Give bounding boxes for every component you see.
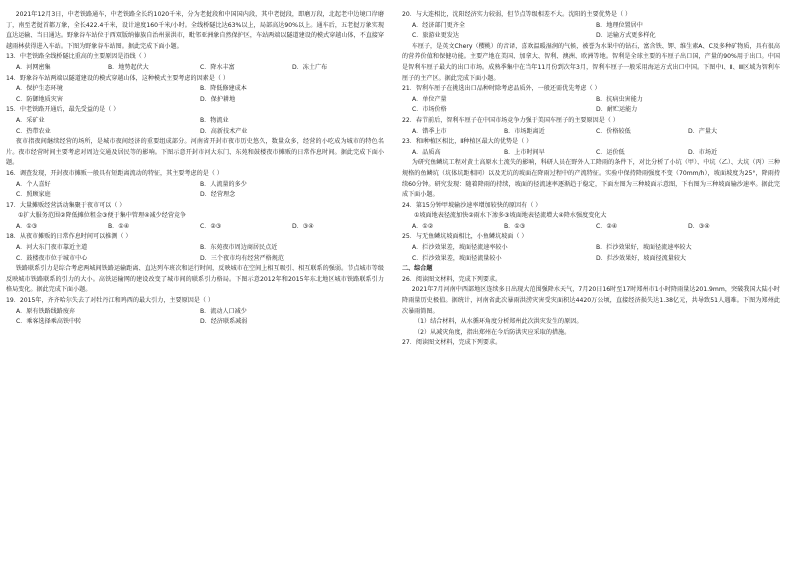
question-15-options — [6, 116, 384, 137]
option: A．单位产量 — [412, 95, 447, 103]
passage-2: 夜市指夜间継续经营的场所，是城市夜间经济的重要组成部分。河南省开封市夜市历史悠久，数量众多，经营的小吃成为城市的特色名片。夜市经营时间主要考虑对周边交通及居民等的影响。下图示意开封市河大东门、东苑和鼓楼夜市摊贩的日常作息时间。据此完成下面小题。 — [6, 138, 384, 167]
question-26: 26．阅读图文材料，完成下列要求。 — [402, 275, 502, 283]
option: A．品质高 — [412, 148, 441, 156]
option: B．物流业 — [200, 116, 229, 124]
option: C．降水丰富 — [200, 63, 235, 71]
question-14: 14．野象谷车站两端以隧道建设的模式穿越山体，这种模式主要考虑的因素是（ ） — [6, 74, 229, 82]
option: D．经济联系减弱 — [200, 318, 248, 326]
option: D．耐贮运能力 — [596, 106, 638, 114]
question-25-options — [402, 243, 780, 264]
question-24-options — [402, 222, 780, 233]
option: A．拦沙效果差，坡面径流速率较小 — [412, 244, 508, 252]
right-column — [402, 10, 780, 349]
option: D．市场近 — [688, 148, 718, 156]
question-16: 16．调查发现，开封夜市摊贩一般具有短距离流动的特征，其主要考虑的是（ ） — [6, 169, 223, 177]
question-13: 13．中老铁路全线桥隧比重高的主要原因是沿线（ ） — [6, 53, 150, 61]
option: B．地理位置居中 — [596, 21, 643, 29]
option: B．抗病虫害能力 — [596, 95, 643, 103]
question-21: 21．智利车厘子在挑选出口品种时除考虑品质外，一般还需优先考虑（ ） — [402, 85, 601, 93]
question-26-part-2: （2）从减灾角度，指出郑州在今后防洪灾应采取的措施。 — [414, 328, 571, 336]
question-14-options — [6, 84, 384, 105]
question-18: 18．从夜市摊贩的日常作息时间可以推测（ ） — [6, 233, 132, 241]
question-20-options — [402, 21, 780, 42]
option: B．①③ — [504, 222, 526, 230]
option: A．①② — [412, 222, 434, 230]
option: B．①④ — [108, 222, 130, 230]
option: C．乘客选择乘高铁中转 — [16, 318, 82, 326]
passage-1: 2021年12月3日，中老铁路通车，中老铁路全长约1020千米，分为老挝段和中国国内段，其中老挝段，即磨万段，北起老中边境口岸磨丁，南至老挝首都万象，全长422.4千米，设计速度160千米/小时。全线桥隧比达63%以上，局部高达90%以上。通车后，五老挝万象实现直达运输、当日通达。野象谷车站位于西双版纳傣族自治州景洪市，毗邻亚洲象自然保护区，车站两端以隧道建设的模式穿越山体，不直接穿越雨林获得进入车站。下图为野象谷车站图。据此完成下面小题。 — [6, 11, 384, 50]
option: D．高新技术产业 — [200, 127, 248, 135]
option: C．旅游业更发达 — [412, 32, 459, 40]
option: C．拦沙效果差，坡面径流量较小 — [412, 254, 502, 262]
option: B．东苑夜市周边商居民点近 — [200, 244, 278, 252]
option: B．人流量的多少 — [200, 180, 247, 188]
option: A．保护生态环境 — [16, 85, 63, 93]
option: C．照顾家庭 — [16, 191, 51, 199]
question-23-options — [402, 148, 780, 159]
left-column — [6, 10, 384, 328]
question-23: 23．和Ⅰ种植区相比，Ⅱ种植区最大的优势是（ ） — [402, 138, 533, 146]
option: D．③④ — [292, 222, 314, 230]
option: A．①③ — [16, 222, 38, 230]
option: C．鼓楼夜市位于城市中心 — [16, 254, 88, 262]
option: C．②③ — [200, 222, 222, 230]
option: A．原有铁路线路废弃 — [16, 307, 76, 315]
question-24: 24．第15分钟甲坡输沙速率增加较快的原因有（ ） — [402, 201, 542, 209]
question-17-statements: ①扩大服务范围②降低摊位租金③便于集中管理④减少经营竞争 — [18, 212, 187, 220]
passage-6: 2021年7月河南中西部地区连续多日出现大范围强降水天气，7月20日16时至17时郑州市1小时降雨量达201.9mm，突破我国大陆小时降雨量历史极值。据统计，河南省此次暴雨洪涝灾害受灾面积达4420万公顷，直接经济损失达1.38亿元，共导致51人遇难。下图为郑州此次暴雨简图。 — [402, 286, 780, 315]
option: D．三个夜市均有经营严格规范 — [200, 254, 284, 262]
option: C．价格较低 — [596, 127, 631, 135]
option: D．冻土广布 — [292, 63, 328, 71]
option: D．产量大 — [688, 127, 718, 135]
option: C．市场价格 — [412, 106, 447, 114]
question-19-options — [6, 307, 384, 328]
option: D．保护耕地 — [200, 95, 236, 103]
question-24-statements: ①坡面地表径流加快②雨水下渗多③坡面地表径流增大④降水强度变化大 — [414, 212, 607, 220]
option: B．降低修建成本 — [200, 85, 247, 93]
option: C．防御地质灾害 — [16, 95, 63, 103]
option: A．河网密集 — [16, 63, 51, 71]
option: D．拦沙效果好，坡面径流量较大 — [596, 254, 687, 262]
option: B．流动人口减少 — [200, 307, 247, 315]
question-19: 19．2015年，齐齐哈尔失去了对牡丹江和鸡西的最大引力，主要原因是（ ） — [6, 297, 215, 305]
option: B．拦沙效果好，坡面径流速率较大 — [596, 244, 692, 252]
option: D．经营理念 — [200, 191, 236, 199]
option: B．上市时间早 — [504, 148, 545, 156]
question-21-options — [402, 95, 780, 116]
question-25: 25．与无鱼鳞坑坡面相比，小鱼鳞坑坡面（ ） — [402, 233, 528, 241]
option: A．经济部门更齐全 — [412, 21, 465, 29]
option: C．运价低 — [596, 148, 625, 156]
option: B．市场距离近 — [504, 127, 545, 135]
option: C．②④ — [596, 222, 618, 230]
question-17: 17．大量摊贩经营活动集聚于夜市可以（ ） — [6, 201, 126, 209]
question-18-options — [6, 243, 384, 264]
option: D．运输方式更多样化 — [596, 32, 656, 40]
question-16-options — [6, 180, 384, 201]
option: A．河大东门夜市靠近主道 — [16, 244, 88, 252]
question-22-options — [402, 127, 780, 138]
option: C．热带农业 — [16, 127, 51, 135]
question-22: 22．春节前后，智利车厘子在中国市场竞争力强于美国车厘子的主要原因是（ ） — [402, 116, 619, 124]
question-27: 27．阅读图文材料，完成下列要求。 — [402, 339, 502, 347]
passage-4: 车厘子，是英文Chery（樱桃）的音译，喜欢温暖湿润的气候，被誉为水果中的钻石，富含铁、钾、维生素A、C及多种矿物质，具有很高的营养价值和保健功能。主要产地在美国、加拿大、智利、澳洲、欧洲等地。智利是全球主要的车厘子出口国，产量的90%用于出口。中国是智利车厘子最大的出口市场。成熟季集中在当年11月份到次年3月，智利车厘子一般采用海运方式出口中国。下图中Ⅰ、Ⅱ、Ⅲ区域为智利车厘子的主产区。据此完成下面小题。 — [402, 42, 780, 82]
passage-3: 铁路联系引力是综合考虑两城间铁路运输距离、直达列车班次和运行时间，反映城市在空间上相互吸引、相互联系的强弱。节点城市等级反映城市铁路联系的引力的大小。高铁运输网的建设改变了城市间的联系引力格局。下图示意2012年和2015年东北地区城市铁路联系引力格局变化。据此完成下面小题。 — [6, 265, 384, 294]
passage-5: 为研究鱼鳞坑工程对黄土高原水土流失的影响，科研人员在野外人工降雨的条件下，对比分析了小坑（甲）、中坑（乙）、大坑（丙）三种规格的鱼鳞坑（坑体坑距相同）以及无坑的坡面在降雨过程中的产流特征。实验中保持降雨强度不变（70mm/h），坡面坡度为25°，降雨持续60分钟。研究发现：随着降雨的持续，坡面的径流速率逐渐趋于稳定，下面左图为三种坡面示意图，下右图为三种坡面输沙速率。据此完成下面小题。 — [402, 159, 780, 199]
question-20: 20．与大连相比，沈阳经济实力较弱，但节点等级相差不大。沈阳的主要优势是（ ） — [402, 11, 632, 18]
option: A．错季上市 — [412, 127, 447, 135]
section-heading: 二、综合题 — [402, 265, 433, 273]
question-15: 15．中老铁路开通后，最先受益的是（ ） — [6, 106, 120, 114]
question-17-options — [6, 222, 384, 233]
option: A．个人喜好 — [16, 180, 51, 188]
question-26-part-1: （1）结合材料，从水循环角度分析郑州此次洪灾发生的原因。 — [414, 318, 583, 326]
option: B．地势起伏大 — [108, 63, 149, 71]
option: A．采矿业 — [16, 116, 45, 124]
question-13-options — [6, 63, 384, 74]
option: D．③④ — [688, 222, 710, 230]
